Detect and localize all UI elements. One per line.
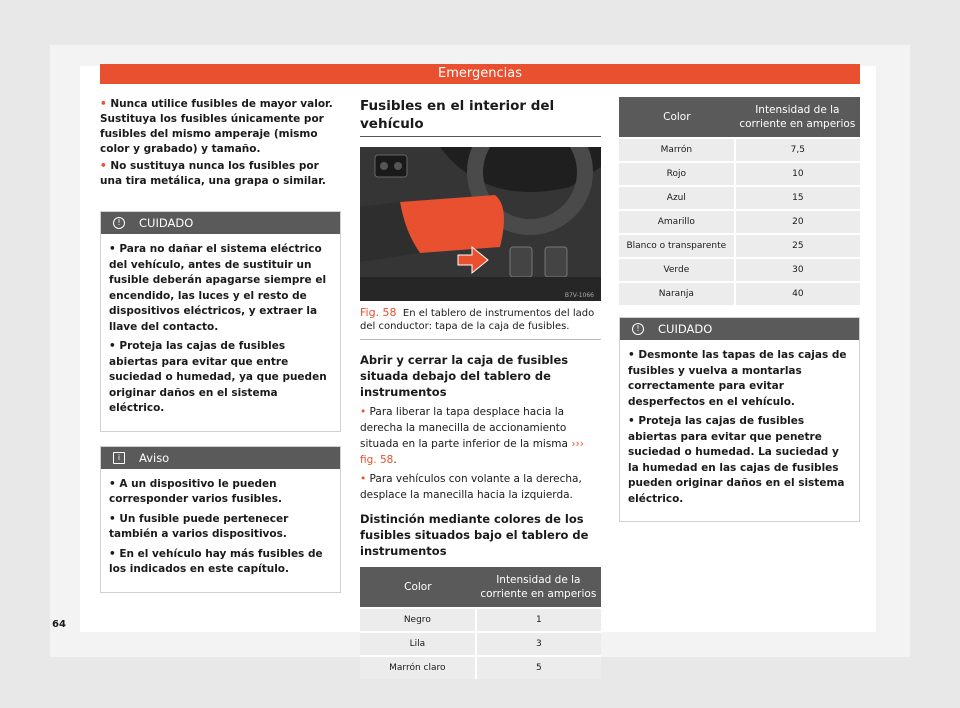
figure-caption: Fig. 58 En el tablero de instrumentos del lado del conductor: tapa de la caja de fusibles. xyxy=(360,306,601,340)
note-header: i Aviso xyxy=(101,447,340,469)
note-box xyxy=(100,446,341,593)
figure-code: B7V-1066 xyxy=(564,292,594,299)
paragraph-release-cover: • Para liberar la tapa desplace hacia la derecha la manecilla de accionamiento situada en la parte inferior de la misma ››› fig. 58. xyxy=(360,406,584,466)
note-item: • Un fusible puede pertenecer también a varios dispositivos. xyxy=(109,512,289,540)
section-title: Fusibles en el interior del vehículo xyxy=(360,97,601,137)
bullet-item: • No sustituya nunca los fusibles por una tira metálica, una grapa o similar. xyxy=(100,160,326,187)
caution-item: • Desmonte las tapas de las cajas de fusibles y vuelva a montarlas correctamente para evitar desperfectos en el vehículo. xyxy=(628,349,847,408)
table-row: Azul 15 xyxy=(619,186,860,210)
caution-item: • Proteja las cajas de fusibles abiertas para evitar que entre suciedad o humedad, ya que pueden originar daños en el sistema eléctrico. xyxy=(109,340,327,414)
figure-link[interactable]: ››› fig. 58 xyxy=(360,438,584,466)
table-row: Negro 1 xyxy=(360,608,601,632)
table-header: Color xyxy=(619,97,735,138)
bullet-item: • Nunca utilice fusibles de mayor valor. Sustituya los fusibles únicamente por fusibles del mismo amperaje (mismo color y grabado) y tamaño. xyxy=(100,98,333,155)
caution-header: ! CUIDADO xyxy=(620,318,859,340)
table-header: Intensidad de la corriente en amperios xyxy=(476,567,601,608)
page-number: 64 xyxy=(52,619,66,630)
caution-item: • Proteja las cajas de fusibles abiertas para evitar que penetre suciedad o humedad. La suciedad y la humedad en las cajas de fusibles pueden originar daños en el sistema eléctrico. xyxy=(628,415,845,505)
chapter-header: Emergencias xyxy=(100,64,860,84)
column-2 xyxy=(360,97,601,679)
table-row: Lila 3 xyxy=(360,632,601,656)
table-row: Amarillo 20 xyxy=(619,210,860,234)
table-row: Marrón 7,5 xyxy=(619,138,860,162)
subheading-color-coding: Distinción mediante colores de los fusibles situados bajo el tablero de instrumentos xyxy=(360,512,589,558)
caution-box xyxy=(619,317,860,522)
table-row: Rojo 10 xyxy=(619,162,860,186)
table-row: Naranja 40 xyxy=(619,282,860,305)
table-header: Intensidad de la corriente en amperios xyxy=(735,97,860,138)
figure-dashboard-fuse-cover xyxy=(360,147,601,301)
table-row: Marrón claro 5 xyxy=(360,656,601,679)
fuse-color-table-1 xyxy=(360,567,601,679)
table-row: Blanco o transparente 25 xyxy=(619,234,860,258)
column-3 xyxy=(619,97,860,522)
dashboard-illustration xyxy=(360,147,601,301)
caution-item: • Para no dañar el sistema eléctrico del vehículo, antes de sustituir un fusible deberán apagarse siempre el encendido, las luces y el resto de dispositivos eléctricos, y extraer la llave del contacto. xyxy=(109,243,327,333)
warning-icon: ! xyxy=(632,323,644,335)
table-row: Verde 30 xyxy=(619,258,860,282)
fuse-color-table-2 xyxy=(619,97,860,305)
subheading-open-close: Abrir y cerrar la caja de fusibles situada debajo del tablero de instrumentos xyxy=(360,353,569,399)
note-item: • A un dispositivo le pueden corresponder varios fusibles. xyxy=(109,477,283,505)
warning-icon: ! xyxy=(113,217,125,229)
note-item: • En el vehículo hay más fusibles de los indicados en este capítulo. xyxy=(109,547,323,575)
paragraph-right-hand-drive: • Para vehículos con volante a la derecha, desplace la manecilla hacia la izquierda. xyxy=(360,473,582,501)
table-header: Color xyxy=(360,567,476,608)
caution-header: ! CUIDADO xyxy=(101,212,340,234)
column-1 xyxy=(100,97,341,593)
info-icon: i xyxy=(113,452,125,464)
caution-box xyxy=(100,211,341,432)
